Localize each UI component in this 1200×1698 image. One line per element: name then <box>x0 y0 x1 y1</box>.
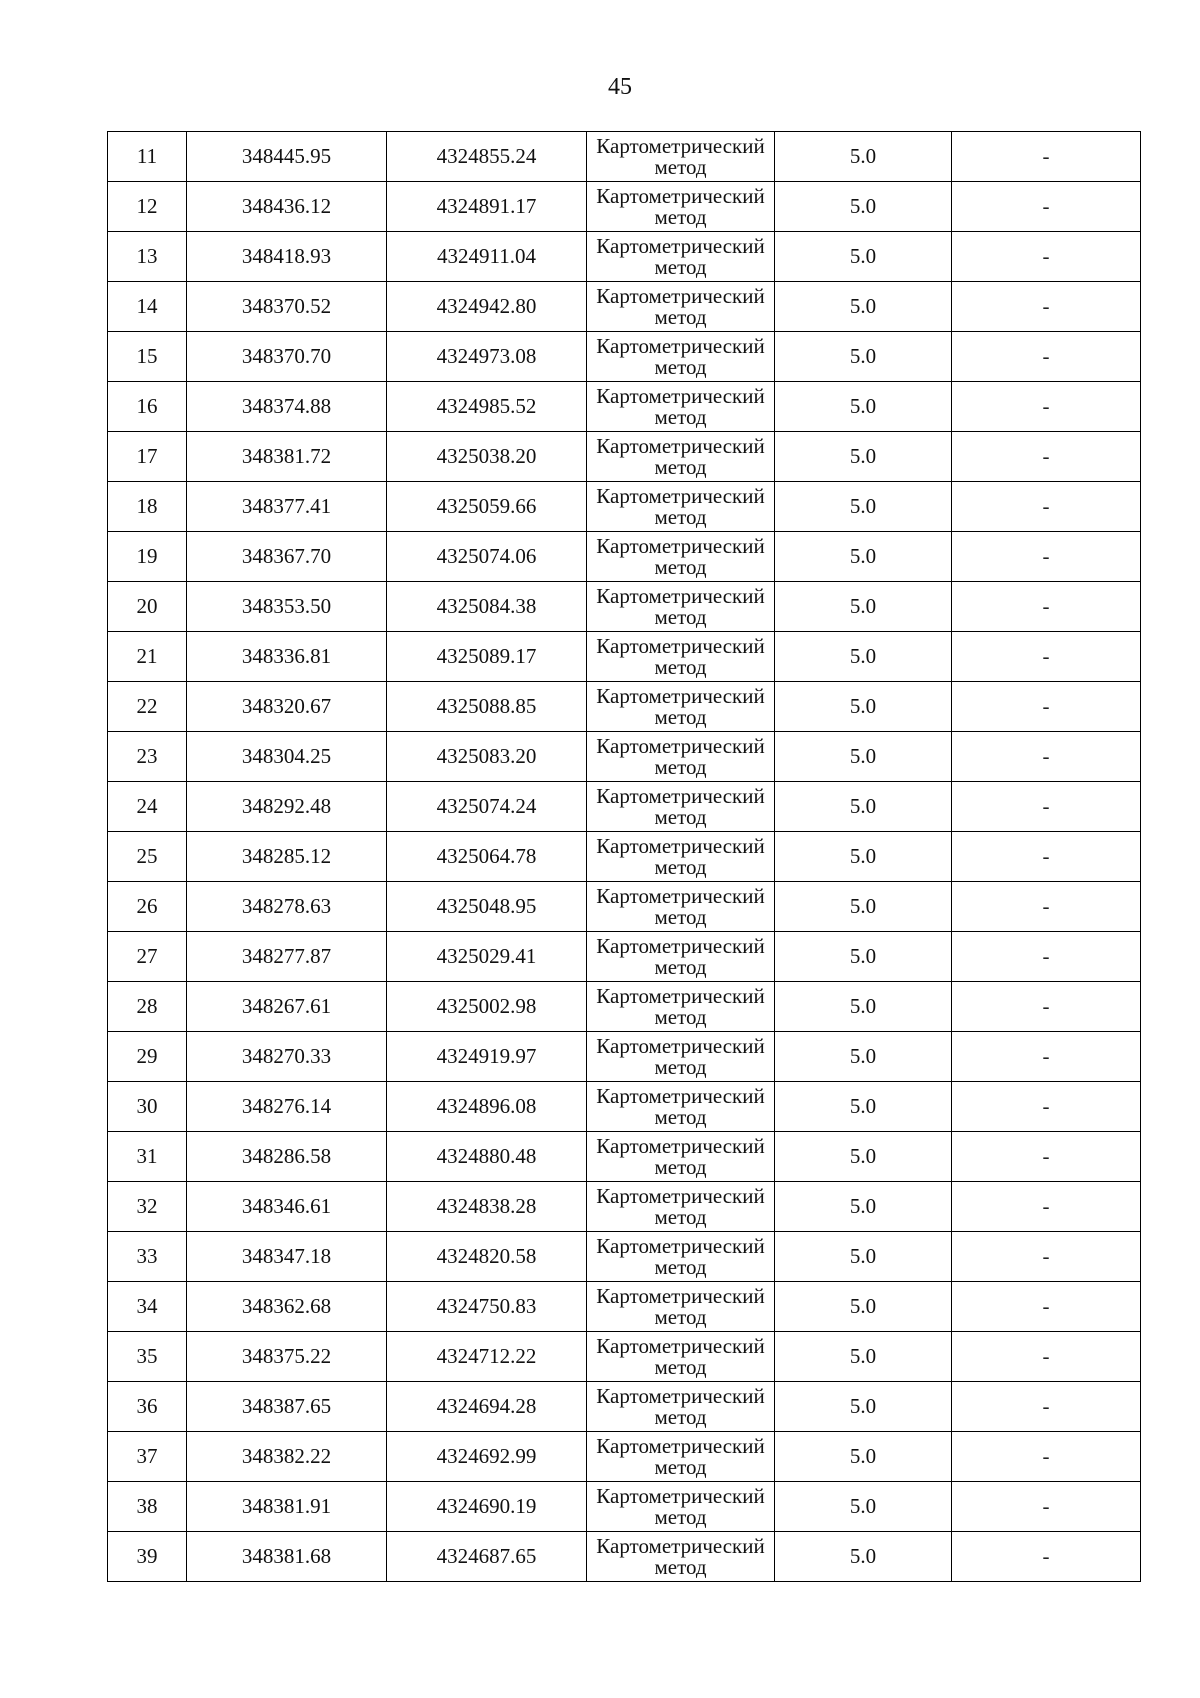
table-row <box>108 682 1141 732</box>
x-coordinate-cell: 348445.95 <box>187 132 387 182</box>
point-number-cell: 35 <box>108 1332 187 1382</box>
accuracy-cell: 5.0 <box>775 1232 952 1282</box>
table-row <box>108 832 1141 882</box>
table-row <box>108 182 1141 232</box>
note-cell: - <box>952 1282 1141 1332</box>
method-cell <box>587 1382 775 1432</box>
accuracy-cell: 5.0 <box>775 1382 952 1432</box>
y-coordinate-cell: 4324687.65 <box>387 1532 587 1582</box>
note-cell: - <box>952 982 1141 1032</box>
method-line-1: Картометрический <box>596 433 765 458</box>
method-line-1: Картометрический <box>596 733 765 758</box>
table-row <box>108 632 1141 682</box>
method-cell <box>587 1182 775 1232</box>
table-row <box>108 432 1141 482</box>
accuracy-cell: 5.0 <box>775 232 952 282</box>
method-cell <box>587 482 775 532</box>
method-line-2: метод <box>654 1254 707 1279</box>
note-cell: - <box>952 1182 1141 1232</box>
method-line-1: Картометрический <box>596 1483 765 1508</box>
accuracy-cell: 5.0 <box>775 1532 952 1582</box>
point-number-cell: 39 <box>108 1532 187 1582</box>
method-line-1: Картометрический <box>596 383 765 408</box>
table-row <box>108 1332 1141 1382</box>
method-line-1: Картометрический <box>596 533 765 558</box>
method-line-2: метод <box>654 1554 707 1579</box>
y-coordinate-cell: 4324973.08 <box>387 332 587 382</box>
y-coordinate-cell: 4324690.19 <box>387 1482 587 1532</box>
point-number-cell: 16 <box>108 382 187 432</box>
table-row <box>108 732 1141 782</box>
method-line-2: метод <box>654 304 707 329</box>
x-coordinate-cell: 348286.58 <box>187 1132 387 1182</box>
point-number-cell: 24 <box>108 782 187 832</box>
method-cell <box>587 732 775 782</box>
x-coordinate-cell: 348346.61 <box>187 1182 387 1232</box>
table-row <box>108 1382 1141 1432</box>
accuracy-cell: 5.0 <box>775 1132 952 1182</box>
x-coordinate-cell: 348270.33 <box>187 1032 387 1082</box>
point-number-cell: 31 <box>108 1132 187 1182</box>
y-coordinate-cell: 4324692.99 <box>387 1432 587 1482</box>
table-row <box>108 932 1141 982</box>
y-coordinate-cell: 4325074.24 <box>387 782 587 832</box>
point-number-cell: 27 <box>108 932 187 982</box>
table-row <box>108 1432 1141 1482</box>
method-line-2: метод <box>654 854 707 879</box>
accuracy-cell: 5.0 <box>775 782 952 832</box>
x-coordinate-cell: 348353.50 <box>187 582 387 632</box>
y-coordinate-cell: 4325088.85 <box>387 682 587 732</box>
accuracy-cell: 5.0 <box>775 1332 952 1382</box>
point-number-cell: 14 <box>108 282 187 332</box>
table-row <box>108 532 1141 582</box>
y-coordinate-cell: 4325064.78 <box>387 832 587 882</box>
accuracy-cell: 5.0 <box>775 1182 952 1232</box>
point-number-cell: 33 <box>108 1232 187 1282</box>
method-line-1: Картометрический <box>596 883 765 908</box>
method-cell <box>587 282 775 332</box>
method-line-1: Картометрический <box>596 1383 765 1408</box>
accuracy-cell: 5.0 <box>775 382 952 432</box>
accuracy-cell: 5.0 <box>775 682 952 732</box>
table-row <box>108 482 1141 532</box>
note-cell: - <box>952 332 1141 382</box>
note-cell: - <box>952 382 1141 432</box>
method-line-1: Картометрический <box>596 633 765 658</box>
method-line-2: метод <box>654 604 707 629</box>
y-coordinate-cell: 4324838.28 <box>387 1182 587 1232</box>
y-coordinate-cell: 4325074.06 <box>387 532 587 582</box>
table-row <box>108 582 1141 632</box>
point-number-cell: 17 <box>108 432 187 482</box>
note-cell: - <box>952 232 1141 282</box>
method-cell <box>587 132 775 182</box>
method-line-1: Картометрический <box>596 1133 765 1158</box>
point-number-cell: 13 <box>108 232 187 282</box>
y-coordinate-cell: 4324820.58 <box>387 1232 587 1282</box>
method-cell <box>587 382 775 432</box>
x-coordinate-cell: 348381.72 <box>187 432 387 482</box>
x-coordinate-cell: 348370.70 <box>187 332 387 382</box>
point-number-cell: 37 <box>108 1432 187 1482</box>
note-cell: - <box>952 1032 1141 1082</box>
x-coordinate-cell: 348276.14 <box>187 1082 387 1132</box>
point-number-cell: 15 <box>108 332 187 382</box>
y-coordinate-cell: 4325089.17 <box>387 632 587 682</box>
method-cell <box>587 1032 775 1082</box>
accuracy-cell: 5.0 <box>775 182 952 232</box>
x-coordinate-cell: 348375.22 <box>187 1332 387 1382</box>
point-number-cell: 29 <box>108 1032 187 1082</box>
method-line-1: Картометрический <box>596 283 765 308</box>
accuracy-cell: 5.0 <box>775 1432 952 1482</box>
method-line-2: метод <box>654 1304 707 1329</box>
y-coordinate-cell: 4324896.08 <box>387 1082 587 1132</box>
method-line-1: Картометрический <box>596 1533 765 1558</box>
table-row <box>108 232 1141 282</box>
method-line-2: метод <box>654 204 707 229</box>
table-row <box>108 1132 1141 1182</box>
y-coordinate-cell: 4325083.20 <box>387 732 587 782</box>
table-row <box>108 132 1141 182</box>
y-coordinate-cell: 4324855.24 <box>387 132 587 182</box>
note-cell: - <box>952 682 1141 732</box>
note-cell: - <box>952 1482 1141 1532</box>
y-coordinate-cell: 4325038.20 <box>387 432 587 482</box>
note-cell: - <box>952 182 1141 232</box>
point-number-cell: 18 <box>108 482 187 532</box>
point-number-cell: 20 <box>108 582 187 632</box>
method-line-1: Картометрический <box>596 233 765 258</box>
y-coordinate-cell: 4325029.41 <box>387 932 587 982</box>
note-cell: - <box>952 1132 1141 1182</box>
x-coordinate-cell: 348374.88 <box>187 382 387 432</box>
method-cell <box>587 1532 775 1582</box>
method-line-1: Картометрический <box>596 783 765 808</box>
method-line-1: Картометрический <box>596 333 765 358</box>
accuracy-cell: 5.0 <box>775 982 952 1032</box>
method-line-1: Картометрический <box>596 1233 765 1258</box>
method-line-2: метод <box>654 1054 707 1079</box>
method-cell <box>587 982 775 1032</box>
x-coordinate-cell: 348387.65 <box>187 1382 387 1432</box>
table-row <box>108 1532 1141 1582</box>
accuracy-cell: 5.0 <box>775 582 952 632</box>
method-line-2: метод <box>654 1154 707 1179</box>
accuracy-cell: 5.0 <box>775 482 952 532</box>
x-coordinate-cell: 348362.68 <box>187 1282 387 1332</box>
y-coordinate-cell: 4324985.52 <box>387 382 587 432</box>
note-cell: - <box>952 432 1141 482</box>
y-coordinate-cell: 4325002.98 <box>387 982 587 1032</box>
method-cell <box>587 932 775 982</box>
point-number-cell: 36 <box>108 1382 187 1432</box>
accuracy-cell: 5.0 <box>775 1282 952 1332</box>
table-row <box>108 982 1141 1032</box>
point-number-cell: 28 <box>108 982 187 1032</box>
x-coordinate-cell: 348367.70 <box>187 532 387 582</box>
x-coordinate-cell: 348418.93 <box>187 232 387 282</box>
method-line-2: метод <box>654 904 707 929</box>
method-line-2: метод <box>654 954 707 979</box>
y-coordinate-cell: 4325059.66 <box>387 482 587 532</box>
coordinates-table <box>107 131 1141 1582</box>
method-cell <box>587 582 775 632</box>
method-line-1: Картометрический <box>596 483 765 508</box>
table-row <box>108 1482 1141 1532</box>
method-line-1: Картометрический <box>596 1033 765 1058</box>
x-coordinate-cell: 348347.18 <box>187 1232 387 1282</box>
accuracy-cell: 5.0 <box>775 1082 952 1132</box>
y-coordinate-cell: 4325048.95 <box>387 882 587 932</box>
x-coordinate-cell: 348382.22 <box>187 1432 387 1482</box>
point-number-cell: 23 <box>108 732 187 782</box>
note-cell: - <box>952 932 1141 982</box>
x-coordinate-cell: 348381.91 <box>187 1482 387 1532</box>
x-coordinate-cell: 348377.41 <box>187 482 387 532</box>
note-cell: - <box>952 1382 1141 1432</box>
point-number-cell: 26 <box>108 882 187 932</box>
method-line-1: Картометрический <box>596 1433 765 1458</box>
method-line-2: метод <box>654 554 707 579</box>
method-cell <box>587 232 775 282</box>
method-cell <box>587 1132 775 1182</box>
page-number: 45 <box>608 74 632 100</box>
point-number-cell: 38 <box>108 1482 187 1532</box>
accuracy-cell: 5.0 <box>775 732 952 782</box>
table-row <box>108 882 1141 932</box>
note-cell: - <box>952 582 1141 632</box>
method-line-1: Картометрический <box>596 1083 765 1108</box>
method-line-2: метод <box>654 804 707 829</box>
table-row <box>108 382 1141 432</box>
method-cell <box>587 182 775 232</box>
y-coordinate-cell: 4324891.17 <box>387 182 587 232</box>
table-row <box>108 1232 1141 1282</box>
note-cell: - <box>952 532 1141 582</box>
x-coordinate-cell: 348320.67 <box>187 682 387 732</box>
method-line-2: метод <box>654 754 707 779</box>
method-line-2: метод <box>654 1004 707 1029</box>
method-line-1: Картометрический <box>596 833 765 858</box>
method-cell <box>587 1332 775 1382</box>
y-coordinate-cell: 4324750.83 <box>387 1282 587 1332</box>
x-coordinate-cell: 348292.48 <box>187 782 387 832</box>
method-cell <box>587 832 775 882</box>
note-cell: - <box>952 1332 1141 1382</box>
accuracy-cell: 5.0 <box>775 332 952 382</box>
method-line-2: метод <box>654 1504 707 1529</box>
table-row <box>108 1032 1141 1082</box>
note-cell: - <box>952 832 1141 882</box>
table-row <box>108 332 1141 382</box>
method-line-1: Картометрический <box>596 1333 765 1358</box>
accuracy-cell: 5.0 <box>775 1482 952 1532</box>
method-line-2: метод <box>654 254 707 279</box>
table-row <box>108 1082 1141 1132</box>
accuracy-cell: 5.0 <box>775 432 952 482</box>
method-line-2: метод <box>654 1104 707 1129</box>
method-line-2: метод <box>654 504 707 529</box>
table-row <box>108 1182 1141 1232</box>
y-coordinate-cell: 4324919.97 <box>387 1032 587 1082</box>
method-line-1: Картометрический <box>596 133 765 158</box>
note-cell: - <box>952 1532 1141 1582</box>
method-cell <box>587 782 775 832</box>
x-coordinate-cell: 348436.12 <box>187 182 387 232</box>
method-line-2: метод <box>654 404 707 429</box>
accuracy-cell: 5.0 <box>775 532 952 582</box>
y-coordinate-cell: 4324911.04 <box>387 232 587 282</box>
method-line-2: метод <box>654 704 707 729</box>
method-cell <box>587 632 775 682</box>
accuracy-cell: 5.0 <box>775 932 952 982</box>
note-cell: - <box>952 782 1141 832</box>
point-number-cell: 19 <box>108 532 187 582</box>
x-coordinate-cell: 348267.61 <box>187 982 387 1032</box>
method-line-1: Картометрический <box>596 683 765 708</box>
method-line-2: метод <box>654 1354 707 1379</box>
method-cell <box>587 432 775 482</box>
x-coordinate-cell: 348277.87 <box>187 932 387 982</box>
y-coordinate-cell: 4324712.22 <box>387 1332 587 1382</box>
method-cell <box>587 532 775 582</box>
method-line-2: метод <box>654 1454 707 1479</box>
method-line-1: Картометрический <box>596 183 765 208</box>
note-cell: - <box>952 1082 1141 1132</box>
x-coordinate-cell: 348336.81 <box>187 632 387 682</box>
note-cell: - <box>952 1432 1141 1482</box>
point-number-cell: 25 <box>108 832 187 882</box>
method-line-1: Картометрический <box>596 1283 765 1308</box>
note-cell: - <box>952 132 1141 182</box>
table-row <box>108 282 1141 332</box>
method-cell <box>587 682 775 732</box>
x-coordinate-cell: 348278.63 <box>187 882 387 932</box>
method-cell <box>587 332 775 382</box>
coordinates-table-body <box>108 132 1141 1582</box>
x-coordinate-cell: 348381.68 <box>187 1532 387 1582</box>
method-cell <box>587 1282 775 1332</box>
table-row <box>108 782 1141 832</box>
method-cell <box>587 1482 775 1532</box>
point-number-cell: 30 <box>108 1082 187 1132</box>
method-line-2: метод <box>654 1404 707 1429</box>
method-cell <box>587 882 775 932</box>
point-number-cell: 12 <box>108 182 187 232</box>
note-cell: - <box>952 282 1141 332</box>
method-cell <box>587 1082 775 1132</box>
accuracy-cell: 5.0 <box>775 832 952 882</box>
table-row <box>108 1282 1141 1332</box>
method-cell <box>587 1432 775 1482</box>
note-cell: - <box>952 882 1141 932</box>
method-line-2: метод <box>654 654 707 679</box>
y-coordinate-cell: 4324694.28 <box>387 1382 587 1432</box>
method-line-2: метод <box>654 1204 707 1229</box>
method-line-1: Картометрический <box>596 933 765 958</box>
accuracy-cell: 5.0 <box>775 882 952 932</box>
x-coordinate-cell: 348285.12 <box>187 832 387 882</box>
accuracy-cell: 5.0 <box>775 132 952 182</box>
method-line-1: Картометрический <box>596 983 765 1008</box>
accuracy-cell: 5.0 <box>775 282 952 332</box>
point-number-cell: 21 <box>108 632 187 682</box>
method-line-2: метод <box>654 454 707 479</box>
note-cell: - <box>952 482 1141 532</box>
method-line-1: Картометрический <box>596 583 765 608</box>
point-number-cell: 22 <box>108 682 187 732</box>
note-cell: - <box>952 732 1141 782</box>
method-line-2: метод <box>654 354 707 379</box>
x-coordinate-cell: 348304.25 <box>187 732 387 782</box>
y-coordinate-cell: 4324942.80 <box>387 282 587 332</box>
method-line-2: метод <box>654 154 707 179</box>
accuracy-cell: 5.0 <box>775 632 952 682</box>
method-cell <box>587 1232 775 1282</box>
note-cell: - <box>952 632 1141 682</box>
method-line-1: Картометрический <box>596 1183 765 1208</box>
accuracy-cell: 5.0 <box>775 1032 952 1082</box>
point-number-cell: 34 <box>108 1282 187 1332</box>
x-coordinate-cell: 348370.52 <box>187 282 387 332</box>
y-coordinate-cell: 4325084.38 <box>387 582 587 632</box>
y-coordinate-cell: 4324880.48 <box>387 1132 587 1182</box>
point-number-cell: 11 <box>108 132 187 182</box>
point-number-cell: 32 <box>108 1182 187 1232</box>
note-cell: - <box>952 1232 1141 1282</box>
